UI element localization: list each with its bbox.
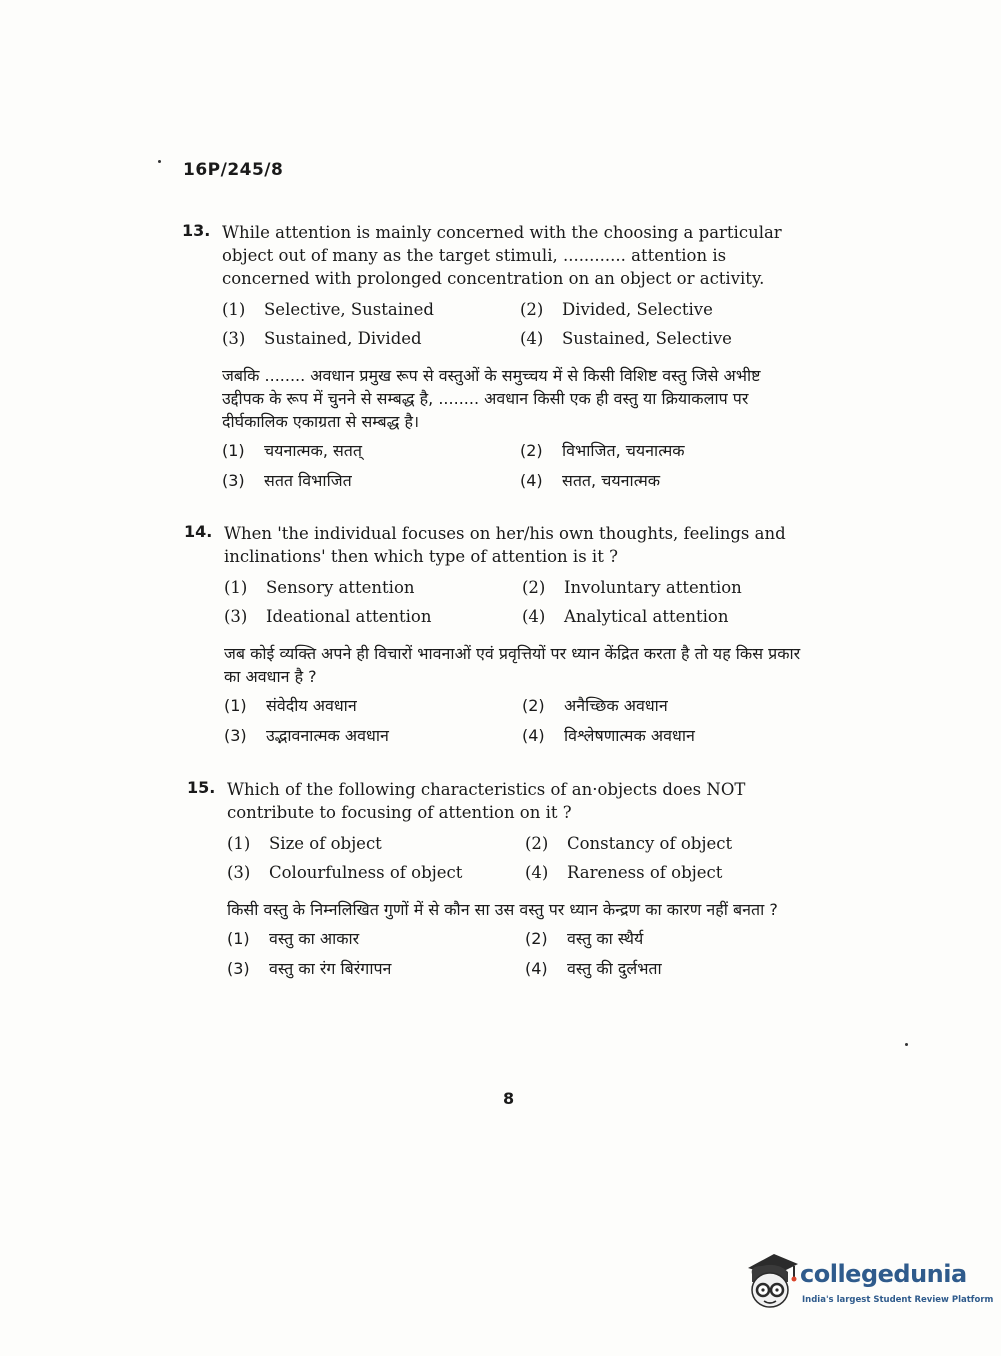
scan-speck xyxy=(905,1043,908,1046)
option-4: (4) Sustained, Selective xyxy=(520,329,732,348)
hindi-option-2: (2) अनैच्छिक अवधान xyxy=(522,696,668,715)
options-hindi xyxy=(224,694,809,748)
collegedunia-logo xyxy=(744,1252,994,1312)
options-english xyxy=(224,576,809,628)
options-english xyxy=(222,298,807,350)
hindi-option-4: (4) सतत, चयनात्मक xyxy=(520,471,661,490)
option-4: (4) Analytical attention xyxy=(522,607,729,626)
option-1: (1) Sensory attention xyxy=(224,578,415,597)
page-number: 8 xyxy=(503,1089,515,1108)
options-english xyxy=(227,832,812,884)
hindi-option-3: (3) सतत विभाजित xyxy=(222,471,352,490)
question-13 xyxy=(182,221,807,493)
question-text-hindi: किसी वस्तु के निम्नलिखित गुणों में से कौन सा उस वस्तु पर ध्यान केन्द्रण का कारण नहीं बनता ? xyxy=(227,900,778,919)
option-1: (1) Size of object xyxy=(227,834,382,853)
option-3: (3) Ideational attention xyxy=(224,607,432,626)
hindi-option-1: (1) चयनात्मक, सतत् xyxy=(222,441,363,460)
hindi-option-4: (4) वस्तु की दुर्लभता xyxy=(525,959,662,978)
option-4: (4) Rareness of object xyxy=(525,863,723,882)
hindi-option-3: (3) वस्तु का रंग बिरंगापन xyxy=(227,959,392,978)
option-1: (1) Selective, Sustained xyxy=(222,300,434,319)
logo-tagline: India's largest Student Review Platform xyxy=(802,1295,994,1305)
option-2: (2) Constancy of object xyxy=(525,834,733,853)
question-text-hindi: जब कोई व्यक्ति अपने ही विचारों भावनाओं एवं प्रवृत्तियों पर ध्यान केंद्रित करता है तो यह किस प्रकार का अवधान है ? xyxy=(224,644,801,686)
question-text-hindi: जबकि ........ अवधान प्रमुख रूप से वस्तुओं के समुच्चय में से किसी विशिष्ट वस्तु जिसे अभीष्ट उद्दीपक के रूप में चुनने से सम्बद्ध है, ........ अवधान किसी एक ही वस्तु या क्रियाकलाप पर दीर्घकालिक एकाग्रता से सम्बद्ध है। xyxy=(222,366,761,431)
page-code: 16P/245/8 xyxy=(183,160,284,180)
question-text: Which of the following characteristics of an·objects does NOT contribute to focusing of attention on it ? xyxy=(227,780,746,822)
question-15 xyxy=(187,778,812,981)
question-number: 15. xyxy=(187,778,216,797)
question-text: When 'the individual focuses on her/his own thoughts, feelings and inclinations' then which type of attention is it ? xyxy=(224,524,786,566)
hindi-option-3: (3) उद्भावनात्मक अवधान xyxy=(224,726,389,745)
option-3: (3) Sustained, Divided xyxy=(222,329,422,348)
hindi-option-4: (4) विश्लेषणात्मक अवधान xyxy=(522,726,695,745)
mascot-icon xyxy=(744,1252,800,1310)
option-2: (2) Involuntary attention xyxy=(522,578,742,597)
hindi-option-2: (2) वस्तु का स्थैर्य xyxy=(525,929,644,948)
hindi-option-2: (2) विभाजित, चयनात्मक xyxy=(520,441,685,460)
options-hindi xyxy=(222,439,807,493)
scan-speck xyxy=(158,160,161,163)
question-text: While attention is mainly concerned with the choosing a particular object out of many as the target stimuli, ............ attention is concerned with prolonged concentration on an object or activity. xyxy=(222,223,782,288)
options-hindi xyxy=(227,927,812,981)
option-2: (2) Divided, Selective xyxy=(520,300,713,319)
question-number: 14. xyxy=(184,522,213,541)
question-14 xyxy=(184,522,809,748)
hindi-option-1: (1) वस्तु का आकार xyxy=(227,929,360,948)
hindi-option-1: (1) संवेदीय अवधान xyxy=(224,696,357,715)
option-3: (3) Colourfulness of object xyxy=(227,863,463,882)
question-number: 13. xyxy=(182,221,211,240)
logo-name: collegedunia xyxy=(800,1260,967,1288)
